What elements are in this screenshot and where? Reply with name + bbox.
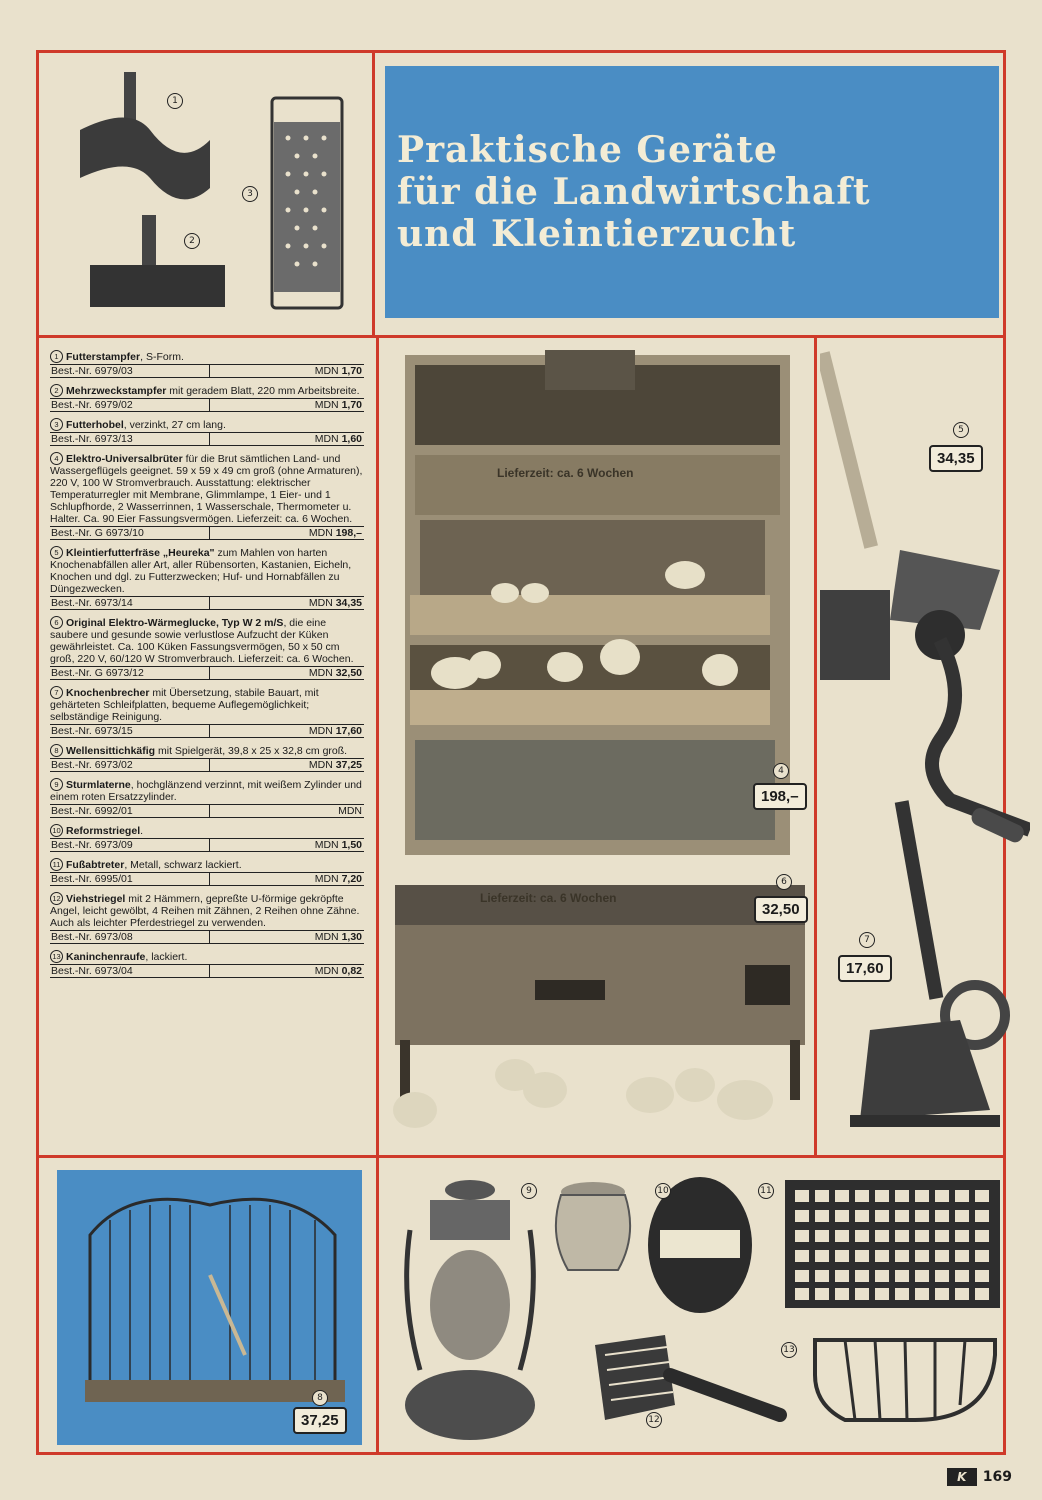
title-line: Praktische Geräte: [397, 129, 778, 171]
order-number: Best.-Nr. 6973/04: [50, 965, 210, 977]
item-price: [210, 433, 364, 445]
item-text: , verzinkt, 27 cm lang.: [123, 419, 226, 431]
item-name: Futterstampfer: [66, 351, 141, 363]
item-name: Mehrzweckstampfer: [66, 385, 167, 397]
item-text: zum Mahlen von harten Knochenabfällen aller Art, aller Rübensorten, Kastanien, Eicheln, Knochen und dgl. zu Futterzwecken; Huf- und Hornabfällen zu Düngezwecken.: [50, 547, 352, 595]
order-number: Best.-Nr. 6979/02: [50, 399, 210, 411]
divider: [372, 50, 375, 337]
image-number-9: 9: [521, 1183, 537, 1199]
item-number: 9: [50, 778, 63, 791]
item-number: 7: [50, 686, 63, 699]
item-number: 1: [50, 350, 63, 363]
item-description: [50, 950, 364, 963]
item-name: Elektro-Universalbrüter: [66, 453, 183, 465]
price-value: 198,–: [335, 527, 362, 539]
item-description: [50, 452, 364, 525]
page-footer: [947, 1468, 1012, 1486]
item-name: Reformstriegel: [66, 825, 141, 837]
price-value: 32,50: [335, 667, 362, 679]
order-number: Best.-Nr. 6973/09: [50, 839, 210, 851]
title-line: für die Landwirtschaft: [397, 171, 871, 213]
item-description: [50, 418, 364, 431]
image-number-1: 1: [167, 93, 183, 109]
price-tag-6: 32,50: [754, 896, 808, 923]
currency: MDN: [308, 667, 333, 679]
currency: MDN: [314, 839, 339, 851]
order-row: [50, 964, 364, 978]
divider: [36, 1155, 1006, 1158]
order-number: Best.-Nr. 6995/01: [50, 873, 210, 885]
item-description: [50, 824, 364, 837]
order-row: [50, 804, 364, 818]
currency: MDN: [314, 399, 339, 411]
item-name: Kleintierfutterfräse „Heureka": [66, 547, 215, 559]
order-row: [50, 838, 364, 852]
catalog-item: [50, 418, 364, 446]
item-number: 10: [50, 824, 63, 837]
order-row: [50, 364, 364, 378]
currency: MDN: [308, 725, 333, 737]
catalog-list: [50, 350, 364, 984]
order-number: Best.-Nr. 6973/13: [50, 433, 210, 445]
item-price: [210, 667, 364, 679]
order-number: Best.-Nr. 6973/08: [50, 931, 210, 943]
item-text: , hochglänzend verzinnt, mit weißem Zylinder und einem roten Ersatzzylinder.: [50, 779, 362, 803]
order-row: [50, 758, 364, 772]
order-row: [50, 398, 364, 412]
item-price: [210, 365, 364, 377]
catalog-item: [50, 350, 364, 378]
item-text: .: [140, 825, 144, 837]
page-number: 169: [982, 1469, 1012, 1485]
currency: MDN: [308, 597, 333, 609]
brooder-illustration: [395, 345, 805, 865]
title-box: [385, 66, 999, 318]
item-text: mit geradem Blatt, 220 mm Arbeitsbreite.: [166, 385, 360, 397]
price-tag-7: 17,60: [838, 955, 892, 982]
currency: MDN: [338, 805, 362, 817]
item-text: , die eine saubere und gesunde sowie verlustlose Aufzucht der Küken gewährleistet. Ca. 100 Küken Fassungsvermögen, 50 x 50 cm groß, 220 V, 60/120 W Stromverbrauch. Lieferzeit: ca. 6 Wochen.: [50, 617, 354, 665]
catalog-item: [50, 384, 364, 412]
order-row: [50, 526, 364, 540]
divider: [376, 335, 379, 1157]
spare-cylinder-illustration: [548, 1180, 638, 1280]
item-name: Sturmlaterne: [66, 779, 131, 791]
item-text: mit Übersetzung, stabile Bauart, mit gehärteten Schleifplatten, bequeme Auflegemöglichkeit; selbständige Reinigung.: [50, 687, 319, 723]
delivery-time-label: Lieferzeit: ca. 6 Wochen: [497, 466, 634, 480]
item-number: 3: [50, 418, 63, 431]
currency: MDN: [314, 931, 339, 943]
catalog-item: [50, 452, 364, 540]
item-description: [50, 892, 364, 929]
order-number: Best.-Nr. 6973/14: [50, 597, 210, 609]
item-price: [210, 931, 364, 943]
item-number: 5: [50, 546, 63, 559]
item-text: , S-Form.: [140, 351, 184, 363]
price-value: 0,82: [341, 965, 362, 977]
item-price: [210, 725, 364, 737]
price-value: 1,70: [341, 399, 362, 411]
catalog-item: [50, 778, 364, 818]
order-row: [50, 930, 364, 944]
stamper-grater-illustration: [60, 60, 360, 320]
bird-cage-illustration: [70, 1185, 355, 1425]
item-name: Knochenbrecher: [66, 687, 150, 699]
order-number: Best.-Nr. G 6973/10: [50, 527, 210, 539]
cattle-comb-illustration: [555, 1325, 795, 1435]
item-price: [210, 597, 364, 609]
delivery-time-label: Lieferzeit: ca. 6 Wochen: [480, 891, 617, 905]
item-name: Wellensittichkäfig: [66, 745, 156, 757]
item-description: [50, 858, 364, 871]
catalog-item: [50, 892, 364, 944]
item-description: [50, 350, 364, 363]
order-number: Best.-Nr. 6992/01: [50, 805, 210, 817]
item-name: Futterhobel: [66, 419, 124, 431]
publisher-logo: K: [947, 1468, 977, 1486]
item-name: Original Elektro-Wärmeglucke, Typ W 2 m/S: [66, 617, 284, 629]
image-number-4: 4: [773, 763, 789, 779]
item-price: [210, 399, 364, 411]
image-number-10: 10: [655, 1183, 671, 1199]
item-price: [210, 965, 364, 977]
rabbit-rack-illustration: [805, 1325, 1005, 1435]
storm-lantern-illustration: [395, 1170, 545, 1445]
chick-warmer-illustration: [385, 880, 815, 1150]
catalog-item: [50, 744, 364, 772]
item-name: Kaninchenraufe: [66, 951, 146, 963]
item-text: , lackiert.: [145, 951, 188, 963]
catalog-item: [50, 686, 364, 738]
price-tag-8: 37,25: [293, 1407, 347, 1434]
item-description: [50, 686, 364, 723]
item-description: [50, 778, 364, 803]
item-price: [210, 759, 364, 771]
item-description: [50, 616, 364, 665]
item-description: [50, 546, 364, 595]
catalog-item: [50, 616, 364, 680]
item-price: [210, 805, 364, 817]
item-price: [210, 873, 364, 885]
currency: MDN: [314, 433, 339, 445]
item-number: 13: [50, 950, 63, 963]
price-value: 1,70: [341, 365, 362, 377]
order-number: Best.-Nr. G 6973/12: [50, 667, 210, 679]
item-number: 11: [50, 858, 63, 871]
title-line: und Kleintierzucht: [397, 213, 797, 255]
price-value: 37,25: [335, 759, 362, 771]
image-number-12: 12: [646, 1412, 662, 1428]
item-number: 8: [50, 744, 63, 757]
order-number: Best.-Nr. 6973/02: [50, 759, 210, 771]
item-text: mit 2 Hämmern, gepreßte U-förmige gekröpfte Angel, leicht gewölbt, 4 Reihen mit Zähnen, 2 Reihen ohne Zähne. Auch als leichter Pferdestriegel zu verwenden.: [50, 893, 360, 929]
order-row: [50, 596, 364, 610]
order-number: Best.-Nr. 6973/15: [50, 725, 210, 737]
foot-mat-illustration: [780, 1175, 1005, 1315]
price-value: 1,50: [341, 839, 362, 851]
order-row: [50, 872, 364, 886]
catalog-item: [50, 824, 364, 852]
item-description: [50, 384, 364, 397]
currency: MDN: [314, 873, 339, 885]
image-number-5: 5: [953, 422, 969, 438]
image-number-8: 8: [312, 1390, 328, 1406]
currency: MDN: [314, 365, 339, 377]
catalog-item: [50, 950, 364, 978]
image-number-2: 2: [184, 233, 200, 249]
item-number: 4: [50, 452, 63, 465]
price-tag-4: 198,–: [753, 783, 807, 810]
price-value: 1,30: [341, 931, 362, 943]
item-name: Fußabtreter: [66, 859, 125, 871]
price-value: 7,20: [341, 873, 362, 885]
item-number: 12: [50, 892, 63, 905]
page-title: [397, 129, 871, 255]
item-text: , Metall, schwarz lackiert.: [124, 859, 242, 871]
item-number: 6: [50, 616, 63, 629]
currency: MDN: [308, 759, 333, 771]
item-price: [210, 527, 364, 539]
divider: [36, 335, 1006, 338]
divider: [376, 1155, 379, 1455]
currency: MDN: [308, 527, 333, 539]
item-text: für die Brut sämtlichen Land- und Wassergeflügels geeignet. 59 x 59 x 49 cm groß (ohne Armaturen), 220 V, 100 W Stromverbrauch. Ausstattung: elektrischer Temperaturregler mit Membrane, Glimmlampe, 1 Eier- und 1 Schlupfhorde, 2 Wasserrinnen, 1 Wasserschale, Thermometer u. Halter. Ca. 90 Eier Fassungsvermögen. Lieferzeit: ca. 6 Wochen.: [50, 453, 363, 525]
order-number: Best.-Nr. 6979/03: [50, 365, 210, 377]
price-value: 17,60: [335, 725, 362, 737]
order-row: [50, 666, 364, 680]
order-row: [50, 724, 364, 738]
image-number-7: 7: [859, 932, 875, 948]
image-number-11: 11: [758, 1183, 774, 1199]
image-number-13: 13: [781, 1342, 797, 1358]
price-tag-5: 34,35: [929, 445, 983, 472]
item-number: 2: [50, 384, 63, 397]
price-value: 1,60: [341, 433, 362, 445]
item-description: [50, 744, 364, 757]
order-row: [50, 432, 364, 446]
image-number-3: 3: [242, 186, 258, 202]
item-price: [210, 839, 364, 851]
catalog-item: [50, 546, 364, 610]
item-name: Viehstriegel: [66, 893, 126, 905]
price-value: 34,35: [335, 597, 362, 609]
item-text: mit Spielgerät, 39,8 x 25 x 32,8 cm groß.: [155, 745, 348, 757]
currency: MDN: [314, 965, 339, 977]
catalog-item: [50, 858, 364, 886]
image-number-6: 6: [776, 874, 792, 890]
